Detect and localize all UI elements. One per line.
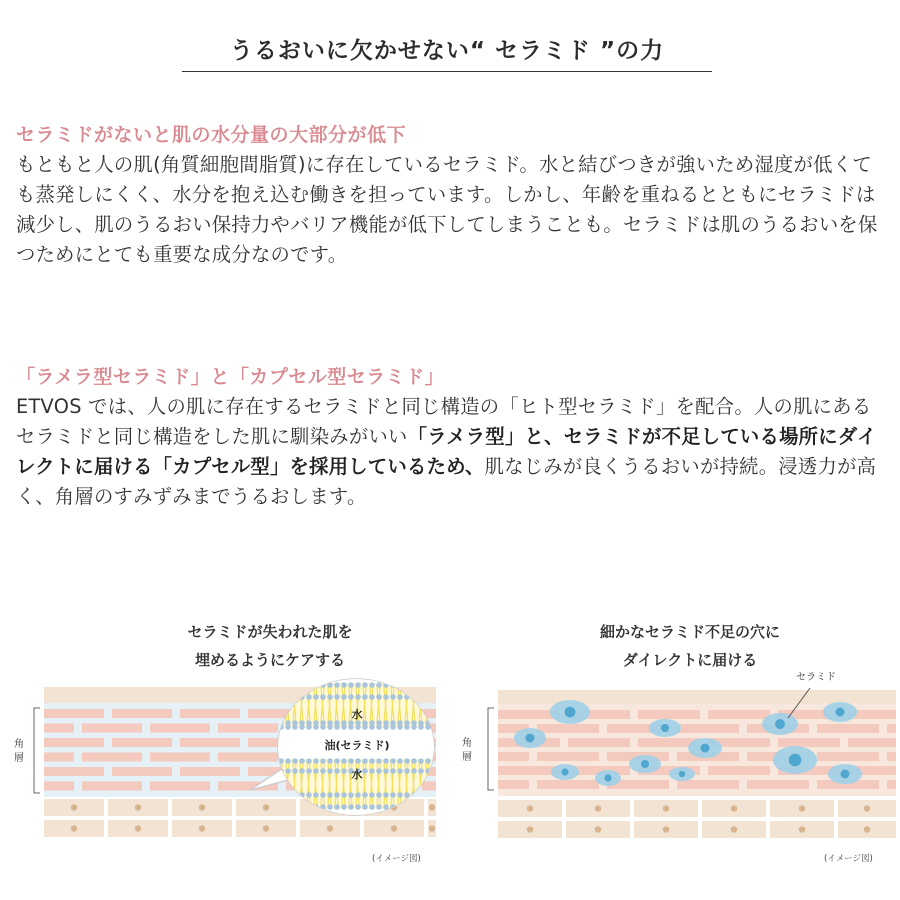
lipid-head: [334, 804, 340, 810]
brick: [747, 780, 809, 789]
brick: [44, 738, 104, 747]
right-side-label-1: 角: [462, 738, 472, 749]
base-cell-nucleus: [263, 825, 269, 831]
left-caption-line1: セラミドが失われた肌を: [187, 623, 353, 641]
lipid-head: [355, 724, 361, 730]
base-cell-nucleus: [71, 804, 77, 810]
capsule-core: [701, 744, 710, 753]
lipid-head: [320, 694, 326, 700]
left-diagram-caption: [70, 618, 470, 674]
lipid-head: [285, 768, 291, 774]
lipid-head: [432, 682, 438, 688]
brick: [887, 752, 896, 761]
lipid-head: [292, 758, 298, 764]
bubble-water-bottom: 水: [351, 768, 363, 781]
base-cell-nucleus: [327, 825, 333, 831]
brick: [677, 780, 739, 789]
base-cell-nucleus: [595, 826, 601, 832]
brick: [887, 724, 896, 733]
lipid-head: [355, 758, 361, 764]
lipid-head: [292, 768, 298, 774]
lipid-head: [362, 724, 368, 730]
brick: [180, 738, 240, 747]
lipid-head: [320, 792, 326, 798]
lipid-head: [397, 758, 403, 764]
lipid-head: [306, 724, 312, 730]
lipid-head: [397, 724, 403, 730]
brick: [44, 753, 74, 762]
capsule-core: [641, 760, 649, 768]
brick: [708, 766, 770, 775]
ceramide-pointer-label: セラミド: [796, 672, 836, 683]
lipid-head: [341, 792, 347, 798]
lipid-head: [341, 768, 347, 774]
brick: [44, 767, 104, 776]
lipid-head: [411, 758, 417, 764]
capsule-core: [604, 774, 611, 781]
lipid-head: [418, 758, 424, 764]
base-cell-nucleus: [663, 805, 669, 811]
capsule-core: [565, 707, 576, 718]
lipid-head: [327, 694, 333, 700]
section2-heading: 「ラメラ型セラミド」と「カプセル型セラミド」: [16, 366, 445, 388]
lipid-head: [306, 694, 312, 700]
lipid-head: [327, 768, 333, 774]
lipid-head: [397, 694, 403, 700]
lipid-head: [299, 682, 305, 688]
lipid-head: [362, 758, 368, 764]
brick: [677, 724, 739, 733]
brick: [537, 724, 599, 733]
lipid-head: [285, 724, 291, 730]
base-cell-nucleus: [595, 805, 601, 811]
lipid-head: [348, 804, 354, 810]
lipid-head: [320, 758, 326, 764]
section-ceramide-types: [16, 362, 886, 512]
base-cell-nucleus: [799, 826, 805, 832]
lipid-head: [369, 768, 375, 774]
lipid-head: [369, 758, 375, 764]
brick: [180, 709, 240, 718]
lipid-head: [383, 724, 389, 730]
lipid-head: [369, 694, 375, 700]
brick: [218, 724, 278, 733]
lipid-head: [376, 682, 382, 688]
brick: [150, 724, 210, 733]
lipid-head: [341, 724, 347, 730]
base-cell-nucleus: [263, 804, 269, 810]
lipid-head: [306, 682, 312, 688]
lipid-head: [348, 758, 354, 764]
base-cell-nucleus: [199, 804, 205, 810]
left-bracket: [34, 708, 40, 793]
brick: [638, 710, 700, 719]
lipid-head: [418, 768, 424, 774]
lipid-head: [397, 682, 403, 688]
lipid-head: [334, 694, 340, 700]
left-image-note: (イメージ図): [372, 854, 421, 864]
capsule-core: [561, 768, 568, 775]
lipid-head: [362, 768, 368, 774]
lipid-head: [404, 768, 410, 774]
base-cell-nucleus: [731, 805, 737, 811]
capsule-core: [841, 770, 850, 779]
lipid-head: [383, 792, 389, 798]
section2-body-part2: 肌なじみが良くうるおいが持続。浸透力が高く、角層のすみずみまでうるおします。: [16, 455, 877, 508]
lipid-head: [341, 758, 347, 764]
brick: [817, 724, 879, 733]
right-caption-line2: ダイレクトに届ける: [622, 651, 758, 669]
lipid-head: [376, 768, 382, 774]
lipid-head: [348, 724, 354, 730]
lipid-head: [411, 682, 417, 688]
brick: [848, 738, 896, 747]
lipid-head: [376, 792, 382, 798]
right-bracket: [488, 708, 494, 790]
lipid-head: [376, 804, 382, 810]
right-top-band: [498, 690, 896, 704]
brick: [537, 752, 599, 761]
section1-heading: セラミドがないと肌の水分量の大部分が低下: [16, 124, 407, 146]
brick: [44, 782, 74, 791]
brick: [537, 780, 599, 789]
right-side-label-2: 層: [462, 752, 472, 763]
brick: [180, 767, 240, 776]
base-cell-nucleus: [527, 826, 533, 832]
lipid-head: [376, 758, 382, 764]
capsule-core: [526, 734, 535, 743]
lipid-head: [334, 758, 340, 764]
right-caption-line1: 細かなセラミド不足の穴に: [599, 623, 780, 641]
lipid-head: [383, 694, 389, 700]
lipid-head: [320, 724, 326, 730]
brick: [887, 780, 896, 789]
lipid-head: [348, 682, 354, 688]
base-cell-nucleus: [864, 826, 870, 832]
base-cell-nucleus: [199, 825, 205, 831]
right-image-note: (イメージ図): [824, 854, 873, 864]
lipid-head: [369, 792, 375, 798]
brick: [150, 753, 210, 762]
lipid-head: [425, 682, 431, 688]
lipid-head: [355, 694, 361, 700]
capsule-core: [789, 754, 802, 767]
brick: [708, 710, 770, 719]
lipid-head: [320, 768, 326, 774]
lipid-head: [313, 724, 319, 730]
lipid-head: [313, 758, 319, 764]
base-cell-nucleus: [864, 805, 870, 811]
base-cell-nucleus: [135, 804, 141, 810]
lipid-head: [390, 768, 396, 774]
lipid-head: [362, 694, 368, 700]
lipid-head: [404, 758, 410, 764]
section-ceramide-loss: [16, 120, 886, 270]
lipid-head: [383, 804, 389, 810]
section2-body: [16, 392, 886, 512]
lipid-head: [334, 792, 340, 798]
base-cell-nucleus: [429, 804, 435, 810]
brick: [82, 782, 142, 791]
lipid-head: [341, 694, 347, 700]
bubble-water-top: 水: [351, 708, 363, 721]
lipid-head: [362, 792, 368, 798]
section2-body-bold: 「ラメラ型」と、セラミドが不足している場所にダイレクトに届ける「カプセル型」を採用しているため、: [16, 425, 877, 478]
lipid-head: [271, 682, 277, 688]
lipid-head: [390, 758, 396, 764]
lipid-head: [390, 724, 396, 730]
lipid-head: [348, 792, 354, 798]
lipid-head: [355, 804, 361, 810]
lamellar-skin-diagram: [0, 675, 450, 860]
lipid-head: [313, 768, 319, 774]
left-side-label-1: 角: [14, 739, 24, 750]
left-caption-line2: 埋めるようにケアする: [194, 651, 345, 669]
lipid-head: [306, 768, 312, 774]
base-cell-nucleus: [731, 826, 737, 832]
lipid-head: [369, 724, 375, 730]
base-cell-nucleus: [391, 825, 397, 831]
lipid-head: [327, 724, 333, 730]
lipid-head: [327, 792, 333, 798]
lipid-head: [313, 792, 319, 798]
brick: [82, 753, 142, 762]
lipid-head: [334, 682, 340, 688]
lipid-head: [369, 804, 375, 810]
brick: [778, 738, 840, 747]
brick: [82, 724, 142, 733]
lipid-head: [334, 724, 340, 730]
brick: [150, 782, 210, 791]
left-side-label-2: 層: [14, 753, 24, 764]
lipid-head: [306, 758, 312, 764]
lipid-head: [418, 682, 424, 688]
lipid-head: [299, 724, 305, 730]
lipid-head: [355, 682, 361, 688]
page-title: うるおいに欠かせない“ セラミド ”の力: [229, 38, 665, 64]
lipid-head: [348, 694, 354, 700]
lipid-head: [355, 792, 361, 798]
lipid-head: [306, 792, 312, 798]
brick: [112, 767, 172, 776]
brick: [112, 709, 172, 718]
lipid-head: [292, 682, 298, 688]
lipid-head: [299, 758, 305, 764]
brick: [44, 709, 104, 718]
base-cell-nucleus: [527, 805, 533, 811]
right-base-cell-layer: [498, 800, 896, 838]
section1-body: もともと人の肌(角質細胞間脂質)に存在しているセラミド。水と結びつきが強いため湿度が低くても蒸発しにくく、水分を抱え込む働きを担っています。しかし、年齢を重ねるとともにセラミドは減少し、肌のうるおい保持力やバリア機能が低下してしまうことも。セラミドは肌のうるおいを保つためにとても重要な成分なのです。: [16, 153, 878, 266]
lipid-head: [411, 768, 417, 774]
base-cell-nucleus: [799, 805, 805, 811]
brick: [498, 780, 529, 789]
brick: [44, 724, 74, 733]
lipid-head: [299, 768, 305, 774]
capsule-skin-diagram: [450, 660, 900, 860]
lipid-head: [418, 724, 424, 730]
section2-body-part1: ETVOS では、人の肌に存在するセラミドと同じ構造の「ヒト型セラミド」を配合。人の肌にあるセラミドと同じ構造をした肌に馴染みがいい: [16, 395, 872, 448]
title-underline: [182, 71, 712, 72]
lipid-head: [383, 768, 389, 774]
base-cell-nucleus: [71, 825, 77, 831]
brick: [218, 753, 278, 762]
brick: [422, 782, 436, 791]
lipid-head: [285, 758, 291, 764]
lipid-head: [362, 804, 368, 810]
capsule-core: [775, 719, 785, 729]
lipid-head: [404, 682, 410, 688]
brick: [817, 752, 879, 761]
lipid-head: [411, 724, 417, 730]
lipid-head: [390, 792, 396, 798]
lipid-head: [397, 792, 403, 798]
bubble-oil-label: 油(セラミド): [324, 739, 390, 752]
lipid-head: [285, 682, 291, 688]
brick: [498, 752, 529, 761]
lipid-head: [327, 758, 333, 764]
capsule-core: [661, 724, 669, 732]
lipid-head: [292, 724, 298, 730]
capsule-core: [679, 771, 685, 777]
lipid-head: [327, 804, 333, 810]
brick: [498, 766, 560, 775]
lipid-head: [313, 694, 319, 700]
lipid-head: [369, 682, 375, 688]
base-cell-nucleus: [663, 826, 669, 832]
lipid-head: [404, 724, 410, 730]
base-cell-nucleus: [429, 825, 435, 831]
lipid-head: [334, 768, 340, 774]
base-cell-nucleus: [135, 825, 141, 831]
lipid-head: [376, 694, 382, 700]
lipid-head: [390, 694, 396, 700]
lipid-head: [278, 682, 284, 688]
lipid-head: [376, 724, 382, 730]
lipid-head: [362, 682, 368, 688]
brick: [112, 738, 172, 747]
lipid-head: [397, 768, 403, 774]
capsule-core: [836, 708, 845, 717]
lipid-head: [425, 758, 431, 764]
lipid-head: [341, 682, 347, 688]
lipid-head: [341, 804, 347, 810]
brick: [568, 738, 630, 747]
lipid-head: [383, 758, 389, 764]
